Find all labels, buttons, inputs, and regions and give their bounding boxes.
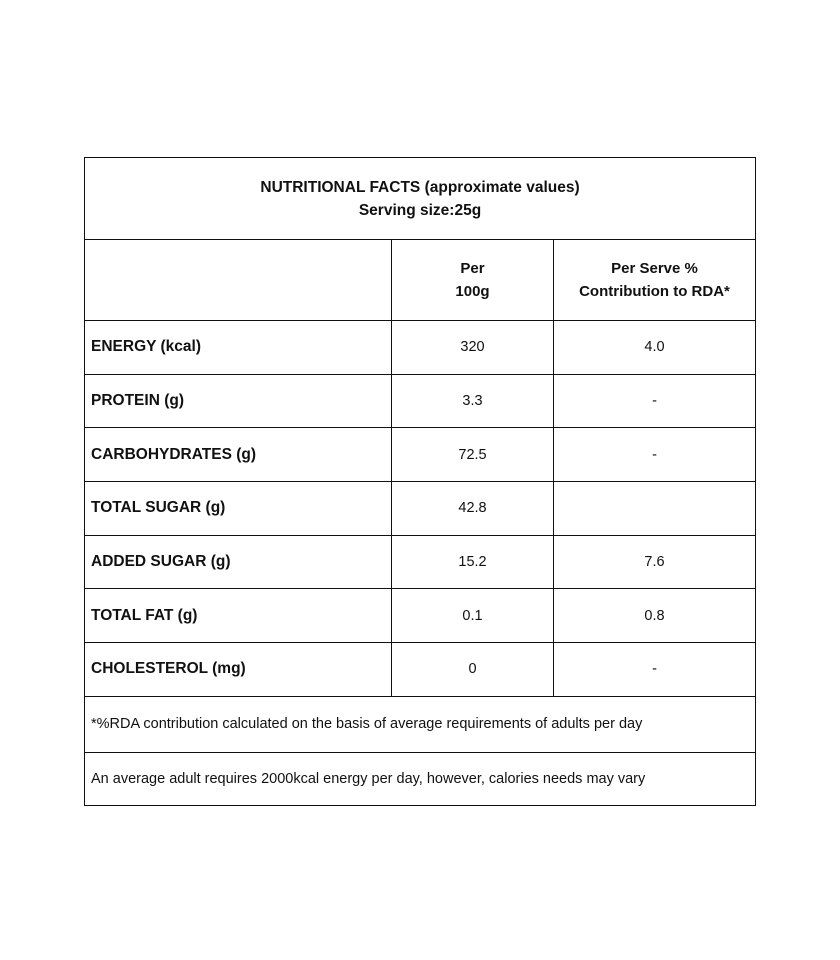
table-row bbox=[85, 321, 755, 375]
table-row bbox=[85, 428, 755, 482]
nutrient-name: PROTEIN (g) bbox=[85, 375, 392, 428]
rda-value: - bbox=[652, 446, 657, 463]
per-100g-value: 0 bbox=[392, 643, 554, 696]
serving-size: Serving size:25g bbox=[358, 201, 482, 219]
per-100g-value: 42.8 bbox=[392, 482, 554, 535]
header-per-100g-line2: 100g bbox=[455, 283, 490, 300]
table-title bbox=[85, 158, 755, 240]
table-row bbox=[85, 375, 755, 429]
title-heading: NUTRITIONAL FACTS bbox=[260, 178, 421, 196]
rda-value: - bbox=[652, 393, 657, 410]
nutrient-name: CARBOHYDRATES (g) bbox=[85, 428, 392, 481]
nutrient-name: CHOLESTEROL (mg) bbox=[85, 643, 392, 696]
table-row bbox=[85, 643, 755, 697]
per-100g-value: 15.2 bbox=[392, 536, 554, 589]
table-row bbox=[85, 482, 755, 536]
per-100g-value: 0.1 bbox=[392, 589, 554, 642]
title-line bbox=[260, 176, 579, 199]
energy-footnote: An average adult requires 2000kcal energy per day, however, calories needs may vary bbox=[91, 770, 646, 787]
header-per-100g bbox=[392, 240, 554, 320]
nutrition-facts-table bbox=[84, 157, 756, 806]
table-row bbox=[85, 589, 755, 643]
nutrient-name: TOTAL SUGAR (g) bbox=[85, 482, 392, 535]
header-per-100g-line1: Per bbox=[460, 260, 485, 277]
header-nutrient bbox=[85, 240, 392, 320]
nutrient-name: TOTAL FAT (g) bbox=[85, 589, 392, 642]
rda-value bbox=[554, 482, 755, 535]
per-100g-value: 72.5 bbox=[392, 428, 554, 481]
title-qualifier: (approximate values) bbox=[424, 178, 580, 196]
nutrient-name: ENERGY (kcal) bbox=[85, 321, 392, 374]
header-rda-line1: Per Serve % bbox=[611, 260, 698, 277]
rda-footnote: *%RDA contribution calculated on the basis of average requirements of adults per day bbox=[85, 697, 755, 753]
rda-value: 4.0 bbox=[644, 339, 665, 356]
table-row bbox=[85, 536, 755, 590]
rda-value: 7.6 bbox=[644, 554, 665, 571]
column-header-row bbox=[85, 240, 755, 321]
header-rda bbox=[554, 240, 755, 320]
rda-value: 0.8 bbox=[644, 607, 665, 624]
header-rda-line2: Contribution to RDA* bbox=[579, 283, 730, 300]
nutrient-name: ADDED SUGAR (g) bbox=[85, 536, 392, 589]
rda-value: - bbox=[652, 661, 657, 678]
per-100g-value: 3.3 bbox=[392, 375, 554, 428]
per-100g-value: 320 bbox=[392, 321, 554, 374]
